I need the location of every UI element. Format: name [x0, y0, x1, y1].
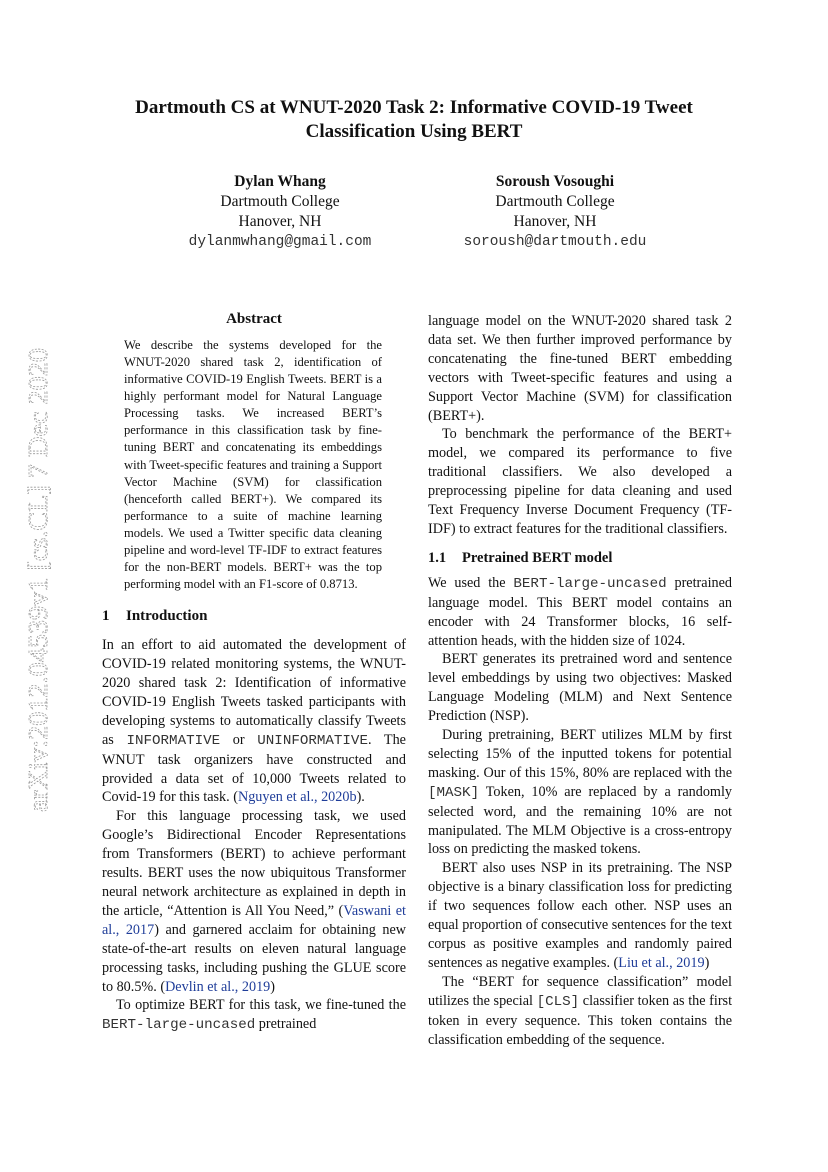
paper-title: Dartmouth CS at WNUT-2020 Task 2: Informative COVID-19 Tweet Classification Using BERT — [135, 97, 693, 142]
right-column — [428, 312, 732, 1049]
author-block-1 — [135, 172, 425, 252]
citation-link[interactable]: Vaswani et al., 2017 — [102, 902, 406, 938]
author-location: Hanover, NH — [238, 213, 322, 230]
intro-paragraph-1 — [102, 636, 406, 807]
code-informative: INFORMATIVE — [126, 732, 221, 749]
text-run: classifier token as the first token in every sequence. This token contains the classification embedding of the sequence. — [428, 992, 733, 1048]
text-run: pretrained language model. This BERT model contains an encoder with 24 Transformer blocks, 16 self-attention heads, with the hidden size of 1024. — [428, 574, 732, 649]
text-run: or — [220, 731, 258, 748]
author-affiliation: Dartmouth College — [495, 193, 615, 210]
intro-paragraph-2 — [102, 807, 406, 996]
citation-link[interactable]: Devlin et al., 2019 — [165, 978, 271, 995]
author-block-2 — [410, 172, 700, 252]
citation-link[interactable]: Nguyen et al., 2020b — [237, 789, 357, 806]
text-run: The “BERT for sequence classification” model utilizes the special — [428, 973, 732, 1009]
subsection-paragraph-5 — [428, 973, 732, 1050]
code-model-name: BERT-large-uncased — [102, 1017, 256, 1034]
text-run: ). — [356, 789, 365, 806]
subsection-heading-pretrained-bert — [428, 549, 732, 568]
intro-paragraph-3-start — [102, 996, 406, 1035]
text-run: During pretraining, BERT utilizes MLM by first selecting 15% of the inputted tokens for potential masking. Our of this 15%, 80% are replaced with the — [428, 727, 732, 781]
text-run: ) — [704, 954, 710, 971]
text-run: pretrained — [255, 1016, 317, 1033]
text-run: . The WNUT task organizers have constructed and provided a data set of 10,000 Tweets related to Covid-19 for this task. ( — [102, 731, 406, 806]
text-run: ) — [270, 978, 275, 995]
author-name: Soroush Vosoughi — [495, 173, 615, 190]
subsection-number: 1.1 — [428, 549, 447, 566]
author-affiliation: Dartmouth College — [220, 193, 340, 210]
left-column — [102, 310, 406, 1035]
text-run: BERT also uses NSP in its pretraining. The NSP objective is a binary classification loss for predicting if two sequences follow each other. NSP uses an equal proportion of consecutive sentences for the text corpus as positive examples and randomly paired sentences as negative examples. ( — [428, 860, 732, 971]
code-model-name: BERT-large-uncased — [513, 575, 667, 592]
text-run: To optimize BERT for this task, we fine-tuned the — [116, 997, 406, 1014]
subsection-paragraph-4 — [428, 859, 732, 972]
subsection-paragraph-3 — [428, 726, 732, 859]
text-run: ) and garnered acclaim for obtaining new state-of-the-art results on eleven natural language processing tasks, including pushing the GLUE score to 80.5%. ( — [102, 921, 406, 995]
intro-paragraph-4: To benchmark the performance of the BERT+ model, we compared its performance to five traditional classifiers. We also developed a preprocessing pipeline for data cleaning and used Text Frequency Inverse Document Frequency (TF-IDF) to extract features for the traditional classifiers. — [428, 426, 732, 537]
text-run: Token, 10% are replaced by a randomly selected word, and the remaining 10% are not manipulated. The MLM Objective is a cross-entropy loss on predicting the masked tokens. — [428, 783, 732, 858]
code-mask-token: [MASK] — [428, 784, 480, 801]
author-location: Hanover, NH — [513, 213, 597, 230]
code-uninformative: UNINFORMATIVE — [257, 732, 368, 749]
text-run: We used the — [428, 574, 514, 591]
intro-paragraph-3-continued: language model on the WNUT-2020 shared task 2 data set. We then further improved performance by concatenating the fine-tuned BERT embedding vectors with Tweet-specific features and using a Support Vector Machine (SVM) for classification (BERT+). — [428, 313, 732, 424]
author-name: Dylan Whang — [234, 173, 326, 190]
subsection-title: Pretrained BERT model — [462, 549, 613, 566]
section-heading-introduction — [102, 607, 406, 626]
section-title: Introduction — [126, 608, 208, 625]
text-run: In an effort to aid automated the development of COVID-19 related monitoring systems, the WNUT-2020 shared task 2: Identification of informative COVID-19 English Tweets tasked participants with developing systems to automatically classify Tweets as — [102, 637, 406, 748]
abstract-text: We describe the systems developed for the WNUT-2020 shared task 2, identification of informative COVID-19 English Tweets. BERT is a highly performant model for Natural Language Processing tasks. We increased BERT’s performance in this classification task by fine-tuning BERT and concatenating its embeddings with Tweet-specific features and training a Support Vector Machine (SVM) for classification (henceforth called BERT+). We compared its performance to a suite of machine learning models. We used a Twitter specific data cleaning pipeline and word-level TF-IDF to extract features for the non-BERT models. BERT+ was the top performing model with an F1-score of 0.8713. — [124, 337, 382, 592]
author-email[interactable]: soroush@dartmouth.edu — [463, 234, 647, 250]
arxiv-stamp — [14, 340, 56, 820]
subsection-paragraph-2: BERT generates its pretrained word and sentence level embeddings by using two objectives: Masked Language Modeling (MLM) and Next Sentence Prediction (NSP). — [428, 651, 732, 725]
text-run: For this language processing task, we used Google’s Bidirectional Encoder Representations from Transformers (BERT) to achieve performant results. BERT uses the now ubiquitous Transformer neural network architecture as explained in depth in the article, “Attention is All You Need,” ( — [102, 808, 406, 919]
subsection-paragraph-1 — [428, 574, 732, 651]
author-email[interactable]: dylanmwhang@gmail.com — [188, 234, 372, 250]
section-number: 1 — [102, 608, 110, 625]
code-cls-token: [CLS] — [536, 993, 580, 1010]
arxiv-stamp-text: arXiv:2012.04539v1 [cs.CL] 7 Dec 2020 — [22, 359, 53, 812]
abstract-heading: Abstract — [226, 311, 282, 327]
citation-link[interactable]: Liu et al., 2019 — [618, 954, 705, 971]
